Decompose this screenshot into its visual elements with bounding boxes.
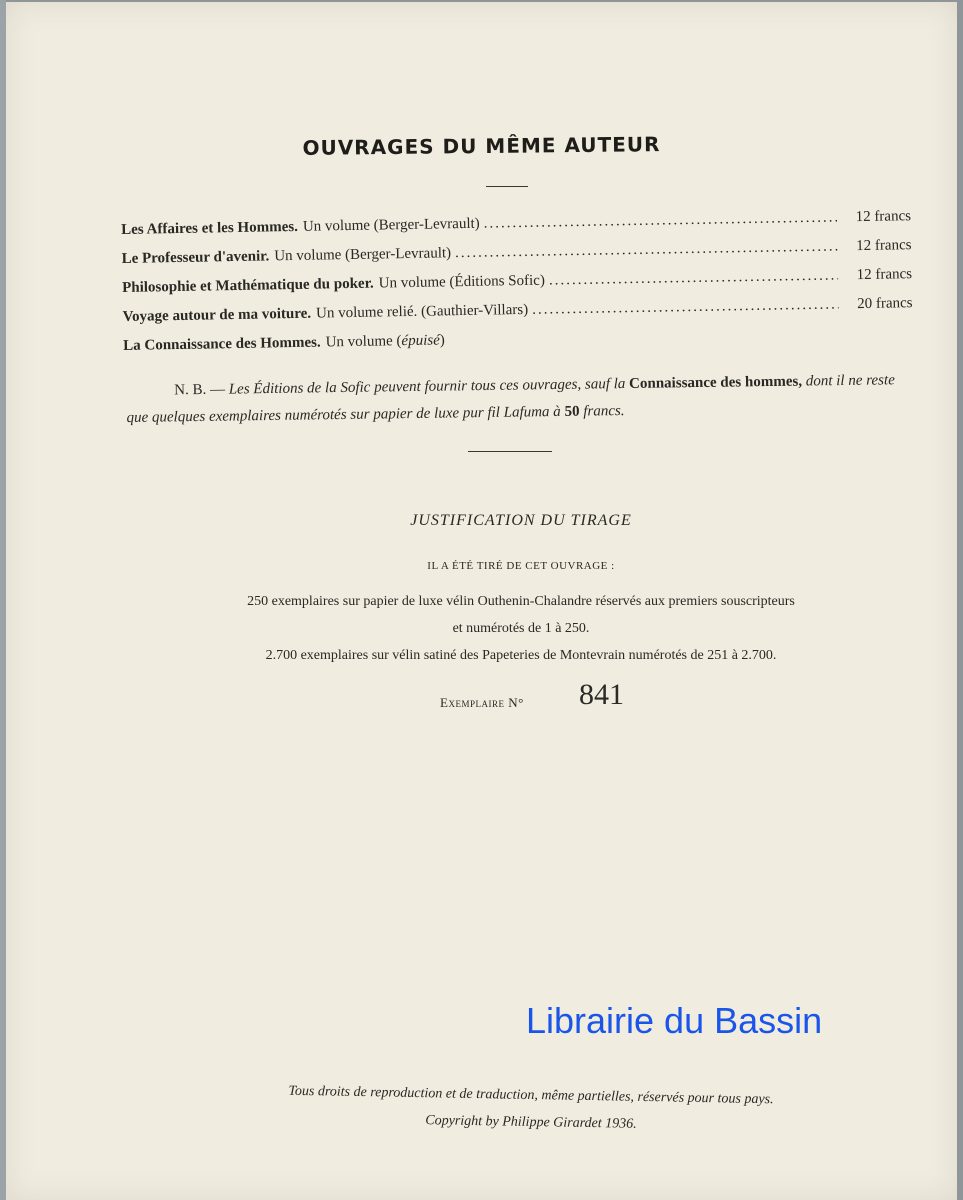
justification-line-1: 250 exemplaires sur papier de luxe vélin Outhenin-Chalandre réservés aux premiers souscripteurs xyxy=(247,594,795,609)
nb-text-3: francs. xyxy=(583,403,625,420)
book-description: Un volume (Éditions Sofic) xyxy=(378,272,546,292)
book-description: Un volume (Berger-Levrault) xyxy=(302,215,480,235)
book-price: 12 francs xyxy=(855,237,912,255)
book-status-note: épuisé xyxy=(401,332,440,350)
book-list xyxy=(121,208,913,367)
title-rule xyxy=(486,186,528,187)
book-title: Philosophie et Mathématique du poker. xyxy=(122,275,374,296)
nb-prefix: N. B. — xyxy=(174,381,226,399)
leader-dots xyxy=(484,210,838,233)
justification-line-3: 2.700 exemplaires sur vélin satiné des Papeteries de Montevrain numérotés de 251 à 2.700. xyxy=(265,648,777,663)
nb-text-1: Les Éditions de la Sofic peuvent fournir tous ces ouvrages, sauf la xyxy=(228,376,626,398)
leader-dots xyxy=(549,267,838,289)
justification-line-2: et numérotés de 1 à 250. xyxy=(452,621,590,636)
book-price: 20 francs xyxy=(857,295,913,313)
exemplaire-number: 841 xyxy=(579,678,624,711)
book-title: La Connaissance des Hommes. xyxy=(123,334,321,354)
section-rule xyxy=(468,451,552,452)
justification-subtitle: IL A ÉTÉ TIRÉ DE CET OUVRAGE : xyxy=(427,560,615,572)
book-description: Un volume (Berger-Levrault) xyxy=(274,245,452,265)
bookseller-watermark: Librairie du Bassin xyxy=(526,1000,823,1041)
nota-bene xyxy=(126,367,917,432)
book-description-text: Un volume xyxy=(325,333,393,351)
book-description: Un volume (épuisé) xyxy=(325,332,445,351)
book-price: 12 francs xyxy=(856,266,913,284)
footer-rights: Tous droits de reproduction et de traduction, même partielles, réservés pour tous pays. xyxy=(288,1083,774,1108)
book-title: Voyage autour de ma voiture. xyxy=(122,305,312,325)
nb-text-2: dont il ne reste que quelques exemplaires numérotés sur papier de luxe pur fil Lafuma à xyxy=(126,372,895,426)
page-title: OUVRAGES DU MÊME AUTEUR xyxy=(302,132,661,160)
book-description: Un volume relié. (Gauthier-Villars) xyxy=(315,301,529,322)
justification-title: JUSTIFICATION DU TIRAGE xyxy=(410,512,632,529)
footer-copyright: Copyright by Philippe Girardet 1936. xyxy=(425,1113,637,1132)
nb-bold-price: 50 xyxy=(564,403,580,420)
book-page xyxy=(6,2,957,1200)
exemplaire-label: Exemplaire N° xyxy=(440,695,524,710)
book-price: 12 francs xyxy=(855,208,912,226)
book-title: Les Affaires et les Hommes. xyxy=(121,218,299,238)
nb-bold-title: Connaissance des hommes, xyxy=(629,373,803,392)
book-title: Le Professeur d'avenir. xyxy=(121,248,270,267)
